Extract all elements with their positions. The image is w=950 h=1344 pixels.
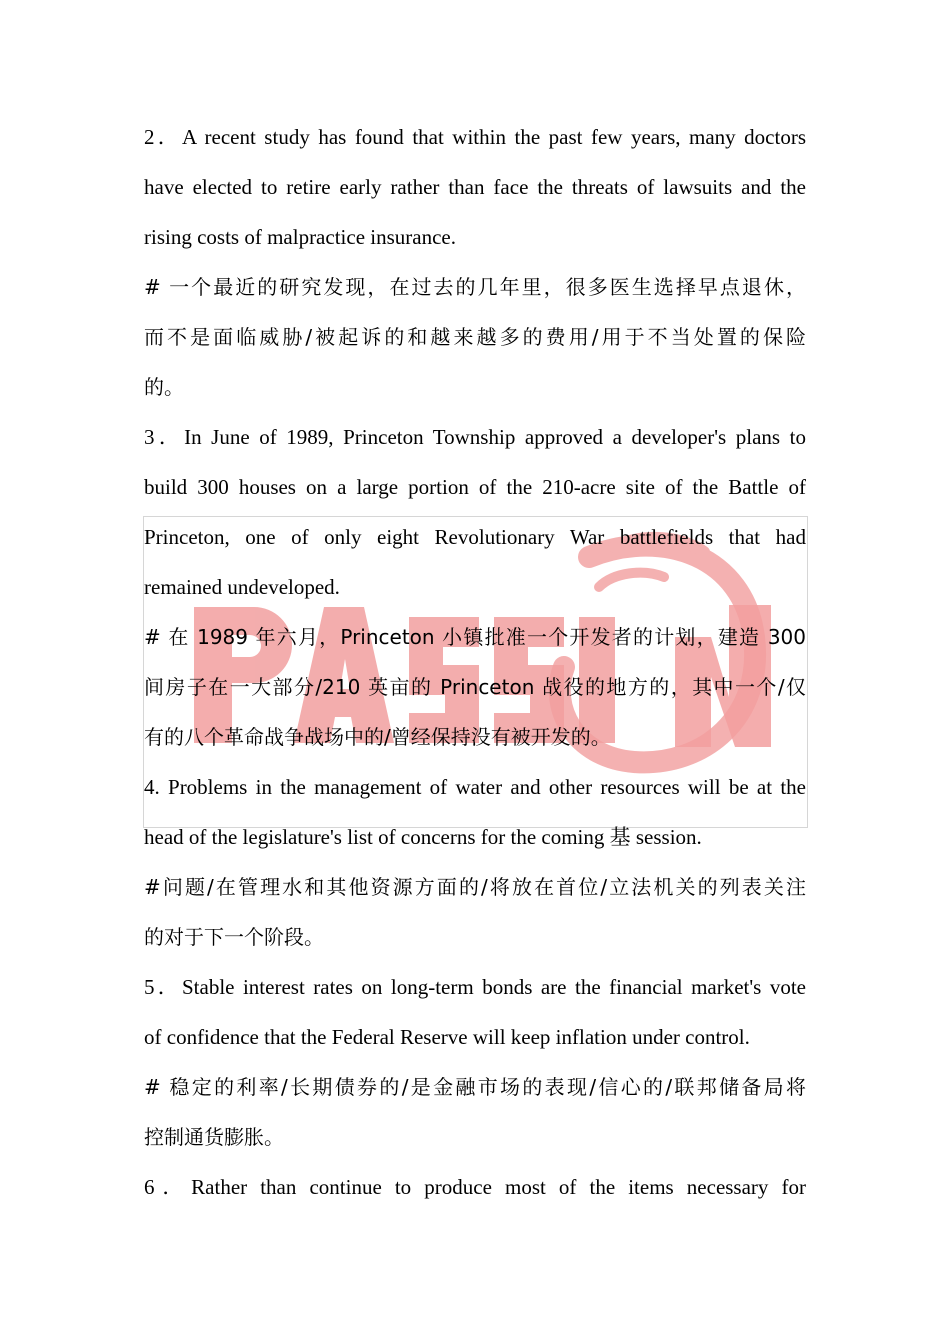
text-line-19: of confidence that the Federal Reserve will keep inflation under control. [144,1025,750,1049]
text-line-7: 3．In June of 1989, Princeton Township approved a developer's plans to [144,425,806,449]
text-line-3: rising costs of malpractice insurance. [144,225,456,249]
text-line-12: 间房子在一大部分/210 英亩的 Princeton 战役的地方的，其中一个/仅 [144,675,806,699]
text-line-20: # 稳定的利率/长期债券的/是金融市场的表现/信心的/联邦储备局将 [144,1075,806,1099]
text-line-8: build 300 houses on a large portion of the 210-acre site of the Battle of [144,475,806,499]
text-line-14: 4. Problems in the management of water and other resources will be at the [144,775,806,799]
text-line-2: have elected to retire early rather than face the threats of lawsuits and the [144,175,806,199]
text-line-18: 5．Stable interest rates on long-term bonds are the financial market's vote [144,975,806,999]
text-line-16: #问题/在管理水和其他资源方面的/将放在首位/立法机关的列表关注 [144,875,806,899]
text-line-21: 控制通货膨胀。 [144,1125,284,1149]
text-line-11: # 在 1989 年六月，Princeton 小镇批准一个开发者的计划，建造 300 [144,625,806,649]
text-line-6: 的。 [144,375,184,399]
text-line-1: 2．A recent study has found that within the past few years, many doctors [144,125,806,149]
text-line-4: # 一个最近的研究发现，在过去的几年里，很多医生选择早点退休， [144,275,806,299]
document-body [144,112,806,1212]
text-line-10: remained undeveloped. [144,575,340,599]
text-line-13: 有的八个革命战争战场中的/曾经保持没有被开发的。 [144,725,611,749]
text-line-17: 的对于下一个阶段。 [144,925,324,949]
text-line-15: head of the legislature's list of concerns for the coming 基 session. [144,825,702,849]
text-line-9: Princeton, one of only eight Revolutionary War battlefields that had [144,525,806,549]
text-line-5: 而不是面临威胁/被起诉的和越来越多的费用/用于不当处置的保险 [144,325,806,349]
text-line-22: 6．Rather than continue to produce most of the items necessary for [144,1175,806,1199]
